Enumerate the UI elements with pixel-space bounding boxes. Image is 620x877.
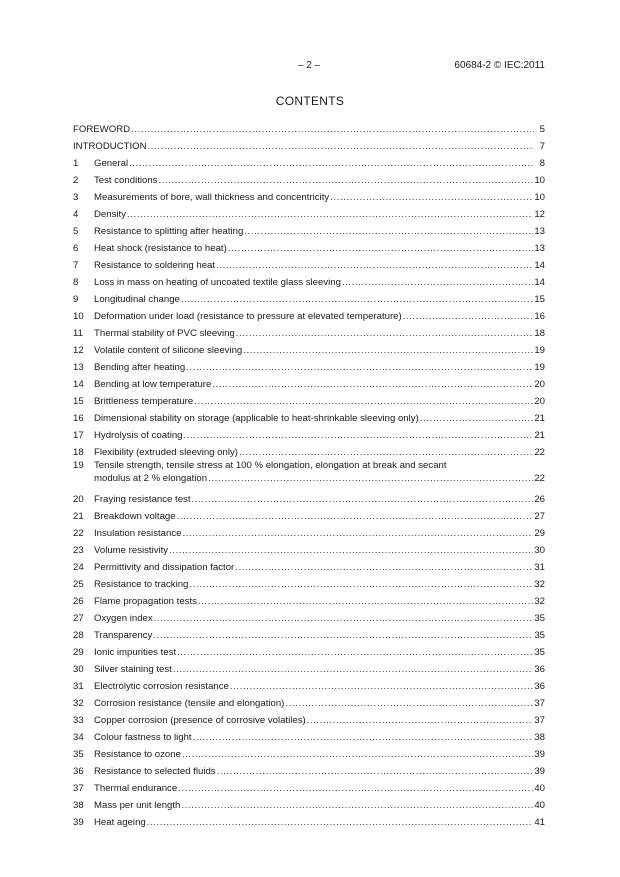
toc-entry[interactable] [73,692,545,709]
toc-entry-number: 10 [73,311,84,322]
toc-entry-title: Hydrolysis of coating [94,430,183,441]
toc-entry-number: 34 [73,732,84,743]
toc-entry-number: 17 [73,430,84,441]
dot-leader [208,473,533,485]
toc-entry-page: 31 [534,562,545,573]
toc-entry[interactable] [73,373,545,390]
toc-entry-body [94,430,545,441]
toc-entry-title-line2: modulus at 2 % elongation [94,473,208,484]
toc-entry-body [94,447,545,458]
toc-entry[interactable] [73,539,545,556]
toc-entry[interactable] [73,339,545,356]
toc-entry-title: Measurements of bore, wall thickness and concentricity [94,192,330,203]
dot-leader [194,396,533,407]
toc-entry-title: Heat ageing [94,817,146,828]
toc-entry-page: 37 [534,715,545,726]
toc-entry-body [94,345,545,356]
toc-entry[interactable] [73,288,545,305]
toc-entry-number: 35 [73,749,84,760]
toc-entry-page: 26 [534,494,545,505]
dot-leader [285,698,533,709]
toc-entry-body [94,579,545,590]
toc-entry-page: 29 [534,528,545,539]
toc-entry-page: 20 [534,379,545,390]
dot-leader [147,817,534,828]
dot-leader [182,528,533,539]
toc-entry-body [94,192,545,203]
toc-entry-title: Thermal endurance [94,783,178,794]
toc-entry-page: 10 [534,192,545,203]
toc-entry[interactable] [73,220,545,237]
toc-entry-title: Dimensional stability on storage (applicable to heat-shrinkable sleeving only) [94,413,419,424]
toc-entry[interactable] [73,305,545,322]
toc-entry-body [94,243,545,254]
toc-entry-number: 7 [73,260,79,271]
toc-entry[interactable] [73,777,545,794]
toc-entry-number: 25 [73,579,84,590]
dot-leader [178,783,533,794]
toc-entry-title: Volatile content of silicone sleeving [94,345,243,356]
toc-entry-number: 11 [73,328,83,339]
toc-entry-title: Brittleness temperature [94,396,194,407]
toc-entry-title: Test conditions [94,175,158,186]
toc-entry-title: Transparency [94,630,153,641]
toc-entry-title: Volume resistivity [94,545,169,556]
toc-entry[interactable] [73,624,545,641]
toc-entry-title-line2-wrap [94,473,545,485]
dot-leader [212,379,533,390]
toc-entry-body [94,328,545,339]
toc-entry-page: 5 [539,124,545,135]
toc-entry-body [94,613,545,624]
toc-entry-number: 9 [73,294,79,305]
toc-entry-page: 35 [534,630,545,641]
dot-leader [131,124,534,135]
toc-entry-title: Heat shock (resistance to heat) [94,243,227,254]
toc-entry[interactable] [73,505,545,522]
toc-entry-body [94,158,545,169]
toc-entry-page: 39 [534,749,545,760]
toc-entry-body [94,783,545,794]
toc-entry-title: Resistance to splitting after heating [94,226,244,237]
toc-entry-body [94,175,545,186]
toc-entry-title: Mass per unit length [94,800,181,811]
dot-leader [158,175,533,186]
toc-entry[interactable] [73,573,545,590]
toc-entry-body [94,596,545,607]
toc-entry-page: 19 [534,362,545,373]
toc-entry-title: Deformation under load (resistance to pressure at elevated temperature) [94,311,402,322]
toc-entry-body [94,277,545,288]
toc-entry-title: Flexibility (extruded sleeving only) [94,447,238,458]
dot-leader [154,613,534,624]
toc-entry-title: Insulation resistance [94,528,182,539]
toc-entry-body [94,511,545,522]
toc-entry-number: 2 [73,175,79,186]
toc-entry-number: 3 [73,192,79,203]
toc-entry-body [94,545,545,556]
toc-entry-number: 15 [73,396,84,407]
dot-leader [181,800,533,811]
toc-entry[interactable] [73,726,545,743]
dot-leader [193,732,534,743]
toc-entry-number: 16 [73,413,84,424]
toc-entry-number: 27 [73,613,84,624]
toc-entry-page: 36 [534,681,545,692]
dot-leader [192,494,534,505]
toc-entry[interactable] [73,590,545,607]
toc-entry-page: 32 [534,596,545,607]
toc-entry-page: 8 [539,158,545,169]
toc-entry-page: 20 [534,396,545,407]
dot-leader [129,158,534,169]
toc-entry[interactable] [73,254,545,271]
dot-leader [177,511,534,522]
toc-entry-page: 41 [534,817,545,828]
toc-entry-page: 16 [534,311,545,322]
toc-entry-body [94,698,545,709]
toc-entry-number: 22 [73,528,84,539]
toc-entry[interactable] [73,488,545,505]
toc-entry[interactable] [73,271,545,288]
page-number: – 2 – [297,60,321,71]
toc-entry-body [94,681,545,692]
toc-entry-title: Longitudinal change [94,294,180,305]
dot-leader [148,141,534,152]
toc-entry-page: 13 [534,226,545,237]
dot-leader [243,345,533,356]
toc-entry-page: 14 [534,260,545,271]
dot-leader [177,647,533,658]
toc-entry-body [94,494,545,505]
toc-entry[interactable] [73,186,545,203]
toc-entry[interactable] [73,675,545,692]
toc-entry-title: Copper corrosion (presence of corrosive volatiles) [94,715,306,726]
toc-entry[interactable] [73,760,545,777]
toc-entry-title: Bending after heating [94,362,186,373]
toc-entry-page: 27 [534,511,545,522]
toc-entry[interactable] [73,641,545,658]
toc-entry[interactable] [73,709,545,726]
page-header [73,60,545,74]
toc-entry-body [94,260,545,271]
toc-entry-page: 40 [534,783,545,794]
toc-entry-number: 8 [73,277,79,288]
toc-entry-body [94,664,545,675]
dot-leader [127,209,533,220]
toc-entry-page: 35 [534,613,545,624]
toc-entry-body [73,141,545,152]
dot-leader [230,681,533,692]
toc-entry-page: 38 [534,732,545,743]
toc-entry-title: Permittivity and dissipation factor [94,562,235,573]
toc-entry-body [94,362,545,373]
toc-entry[interactable] [73,458,545,488]
toc-entry-body [94,311,545,322]
dot-leader [236,328,534,339]
toc-entry-page: 37 [534,698,545,709]
toc-entry-number: 33 [73,715,84,726]
toc-entry-title: Density [94,209,126,220]
toc-entry-body [94,715,545,726]
dot-leader [239,447,533,458]
toc-entry-body [94,630,545,641]
toc-entry[interactable] [73,522,545,539]
toc-entry-page: 21 [534,430,545,441]
toc-entry-number: 26 [73,596,84,607]
toc-entry-number: 13 [73,362,84,373]
toc-entry-body [94,800,545,811]
toc-entry-number: 6 [73,243,79,254]
toc-entry-body [73,124,545,135]
dot-leader [169,545,533,556]
toc-entry-title: Resistance to selected fluids [94,766,216,777]
table-of-contents [73,118,545,828]
toc-entry-page: 12 [534,209,545,220]
document-reference: 60684-2 © IEC:2011 [454,60,545,71]
dot-leader [330,192,533,203]
toc-entry-body [94,528,545,539]
toc-entry-title: Breakdown voltage [94,511,176,522]
toc-entry-title: General [94,158,129,169]
dot-leader [307,715,534,726]
toc-entry-number: 30 [73,664,84,675]
toc-entry[interactable] [73,322,545,339]
dot-leader [403,311,534,322]
toc-entry[interactable] [73,152,545,169]
toc-entry-page: 14 [534,277,545,288]
toc-entry-body [94,379,545,390]
toc-entry-body [94,749,545,760]
dot-leader [198,596,533,607]
toc-entry-number: 21 [73,511,84,522]
toc-entry-number: 14 [73,379,84,390]
toc-entry-body [94,766,545,777]
toc-entry[interactable] [73,237,545,254]
toc-entry[interactable] [73,658,545,675]
toc-entry-body [94,226,545,237]
dot-leader [420,413,534,424]
toc-entry[interactable] [73,203,545,220]
toc-entry[interactable] [73,441,545,458]
toc-entry-title: Electrolytic corrosion resistance [94,681,229,692]
dot-leader [228,243,534,254]
toc-entry-page: 10 [534,175,545,186]
toc-entry-title: Oxygen index [94,613,153,624]
toc-entry-body [94,458,545,485]
toc-entry-title: Flame propagation tests [94,596,197,607]
toc-entry-body [94,562,545,573]
toc-entry-number: 31 [73,681,84,692]
toc-entry-title: Ionic impurities test [94,647,177,658]
dot-leader [181,294,533,305]
toc-entry-number: 23 [73,545,84,556]
toc-entry-number: 37 [73,783,84,794]
dot-leader [173,664,533,675]
toc-entry-page: 32 [534,579,545,590]
toc-entry-number: 1 [73,158,79,169]
toc-entry[interactable] [73,556,545,573]
toc-entry-number: 20 [73,494,84,505]
dot-leader [342,277,533,288]
toc-entry[interactable] [73,390,545,407]
toc-entry-title: FOREWORD [73,124,131,135]
toc-entry-title: Resistance to soldering heat [94,260,216,271]
dot-leader [244,226,533,237]
toc-entry-number: 12 [73,345,84,356]
toc-entry-body [94,647,545,658]
toc-entry[interactable] [73,811,545,828]
toc-entry-number: 4 [73,209,79,220]
dot-leader [186,362,533,373]
dot-leader [189,579,533,590]
toc-entry-number: 18 [73,447,84,458]
toc-entry-number: 19 [73,460,84,471]
toc-entry-number: 38 [73,800,84,811]
toc-entry-page: 30 [534,545,545,556]
toc-entry-number: 32 [73,698,84,709]
toc-entry[interactable] [73,407,545,424]
toc-front-matter-entry[interactable] [73,135,545,152]
toc-entry-page: 15 [534,294,545,305]
toc-entry[interactable] [73,794,545,811]
toc-entry-title: Silver staining test [94,664,172,675]
toc-entry[interactable] [73,743,545,760]
toc-entry-page: 7 [539,141,545,152]
toc-entry[interactable] [73,424,545,441]
toc-entry-title: Bending at low temperature [94,379,212,390]
toc-entry-title-line1: Tensile strength, tensile stress at 100 % elongation, elongation at break and secant [94,460,447,471]
toc-entry-number: 24 [73,562,84,573]
toc-entry[interactable] [73,356,545,373]
toc-entry-title: Fraying resistance test [94,494,191,505]
toc-entry-page: 40 [534,800,545,811]
toc-entry-number: 39 [73,817,84,828]
toc-entry-page: 22 [534,447,545,458]
dot-leader [153,630,533,641]
toc-entry-title: INTRODUCTION [73,141,147,152]
toc-entry-number: 5 [73,226,79,237]
toc-entry-title: Thermal stability of PVC sleeving [94,328,235,339]
toc-entry[interactable] [73,169,545,186]
toc-entry-title: Resistance to ozone [94,749,181,760]
toc-entry-title: Loss in mass on heating of uncoated textile glass sleeving [94,277,341,288]
dot-leader [217,766,534,777]
toc-entry-title: Corrosion resistance (tensile and elongation) [94,698,285,709]
toc-entry-body [94,209,545,220]
toc-entry-page: 35 [534,647,545,658]
toc-entry-body [94,817,545,828]
dot-leader [235,562,533,573]
toc-entry-page: 39 [534,766,545,777]
toc-entry-page: 19 [534,345,545,356]
toc-entry-body [94,294,545,305]
toc-entry-number: 29 [73,647,84,658]
toc-entry-page: 18 [534,328,545,339]
toc-entry-body [94,396,545,407]
toc-front-matter-entry[interactable] [73,118,545,135]
toc-entry[interactable] [73,607,545,624]
contents-title: CONTENTS [275,94,345,108]
toc-entry-title: Colour fastness to light [94,732,192,743]
dot-leader [216,260,533,271]
dot-leader [182,749,533,760]
toc-entry-body [94,413,545,424]
toc-entry-number: 28 [73,630,84,641]
toc-entry-page: 13 [534,243,545,254]
toc-entry-body [94,732,545,743]
toc-entry-page: 36 [534,664,545,675]
dot-leader [184,430,534,441]
toc-entry-page: 21 [534,413,545,424]
toc-entry-title: Resistance to tracking [94,579,189,590]
toc-entry-number: 36 [73,766,84,777]
toc-entry-page: 22 [534,473,545,484]
